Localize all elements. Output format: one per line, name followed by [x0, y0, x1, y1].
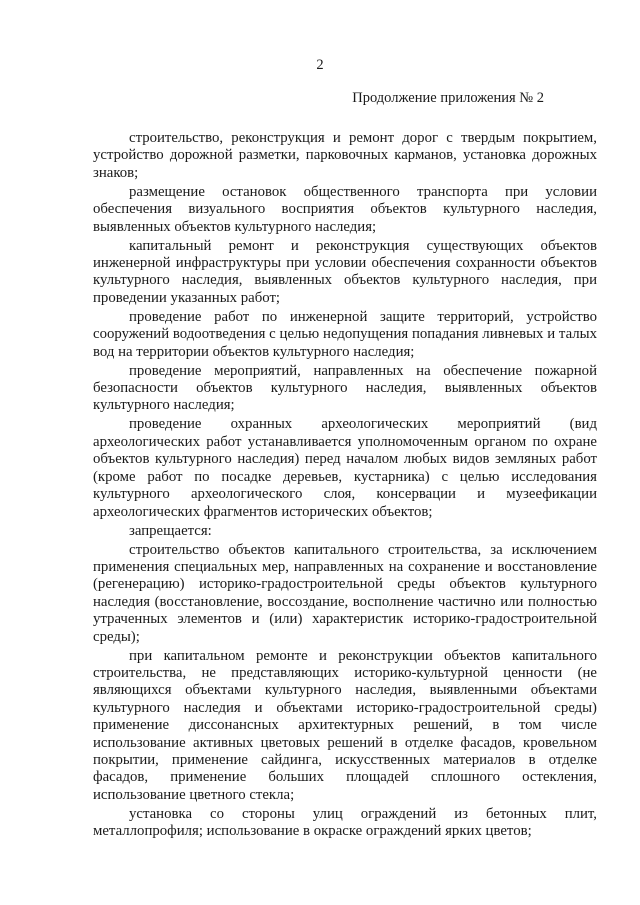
paragraph: строительство, реконструкция и ремонт дорог с твердым покрытием, устройство дорожной разметки, парковочных карманов, установка дорожных знаков;	[93, 130, 597, 181]
paragraph: строительство объектов капитального строительства, за исключением применения специальных мер, направленных на сохранение и восстановление (регенерацию) историко-градостроительной среды объектов культурного наследия (восстановление, воссоздание, восполнение частично или полностью утраченных элементов и (или) характеристик историко-градостроительной среды);	[93, 541, 597, 645]
paragraph: проведение охранных археологических мероприятий (вид археологических работ устанавливается уполномоченным органом по охране объектов культурного наследия) перед началом любых видов земляных работ (кроме работ по посадке деревьев, кустарника) с целью исследования культурного археологического слоя, консервации и музеефикации археологических фрагментов исторических объектов;	[93, 416, 597, 520]
appendix-continuation-note: Продолжение приложения № 2	[352, 90, 544, 106]
paragraph: капитальный ремонт и реконструкция существующих объектов инженерной инфраструктуры при условии обеспечения сохранности объектов культурного наследия, выявленных объектов культурного наследия, при проведении указанных работ;	[93, 237, 597, 306]
paragraph-heading: запрещается:	[129, 522, 212, 539]
document-body	[93, 130, 597, 842]
paragraph: установка со стороны улиц ограждений из бетонных плит, металлопрофиля; использование в окраске ограждений ярких цветов;	[93, 805, 597, 840]
paragraph: проведение мероприятий, направленных на обеспечение пожарной безопасности объектов культурного наследия, выявленных объектов культурного наследия;	[93, 362, 597, 414]
page-number: 2	[316, 57, 324, 73]
paragraph: размещение остановок общественного транспорта при условии обеспечения визуального восприятия объектов культурного наследия, выявленных объектов культурного наследия;	[93, 183, 597, 235]
paragraph: проведение работ по инженерной защите территорий, устройство сооружений водоотведения с целью недопущения попадания ливневых и талых вод на территории объектов культурного наследия;	[93, 308, 597, 360]
paragraph: при капитальном ремонте и реконструкции объектов капитального строительства, не представляющих историко-культурной ценности (не являющихся объектами культурного наследия, выявленными объектами культурного наследия и объектами историко-градостроительной среды) применение диссонансных архитектурных решений, в том числе использование активных цветовых решений в отделке фасадов, кровельном покрытии, применение сайдинга, искусственных материалов в отделке фасадов, применение больших площадей сплошного остекления, использование цветного стекла;	[93, 647, 597, 803]
